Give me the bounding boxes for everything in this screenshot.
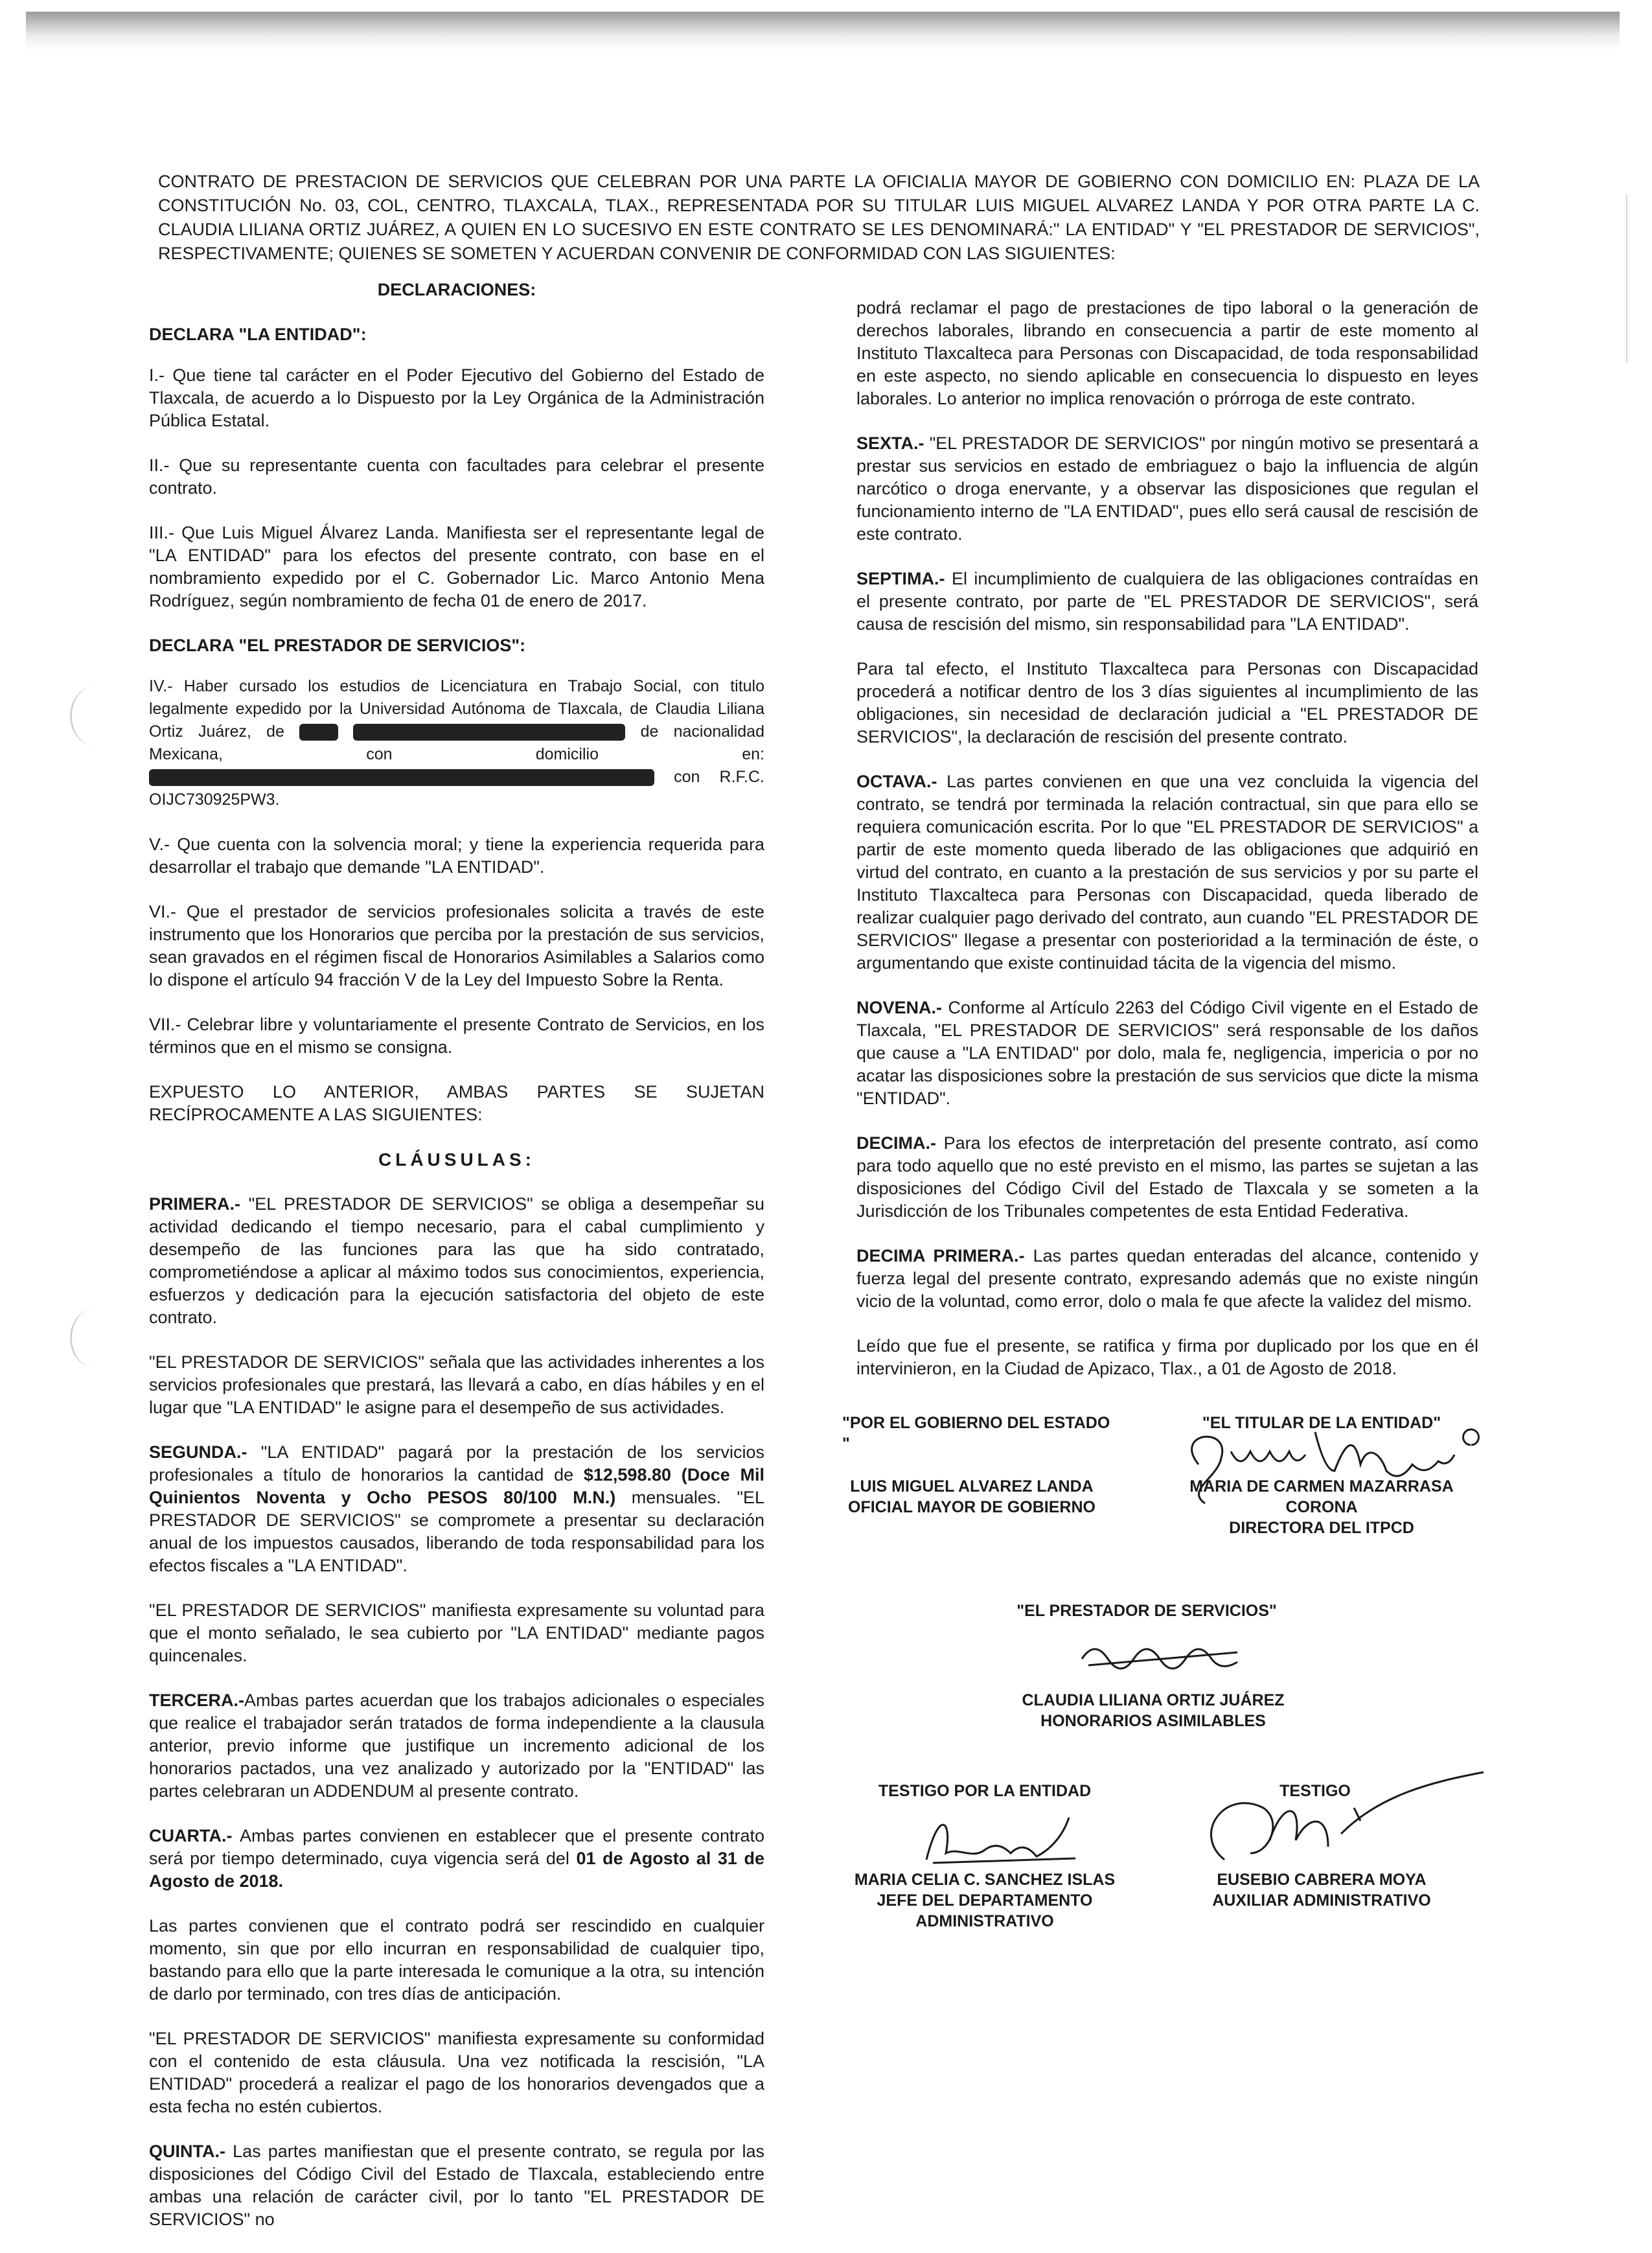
right-column (856, 297, 1478, 1402)
contract-intro: CONTRATO DE PRESTACION DE SERVICIOS QUE CELEBRAN POR UNA PARTE LA OFICIALIA MAYOR DE GOBIERNO CON DOMICILIO EN: PLAZA DE LA CONSTITUCIÓN No. 03, COL, CENTRO, TLAXCALA, TLAX., REPRESENTADA POR SU TITULAR LUIS MIGUEL ALVAREZ LANDA Y POR OTRA PARTE LA C. CLAUDIA LILIANA ORTIZ JUÁREZ, A QUIEN EN LO SUCESIVO EN ESTE CONTRATO SE LES DENOMINARÁ:" LA ENTIDAD" Y "EL PRESTADOR DE SERVICIOS", RESPECTIVAMENTE; QUIENES SE SOMETEN Y ACUERDAN CONVENIR DE CONFORMIDAD CON LAS SIGUIENTES: (158, 172, 1480, 263)
clause-quinta (149, 2140, 764, 2231)
testigo-entidad-signature-drawing (907, 1801, 1088, 1873)
declaration-v: V.- Que cuenta con la solvencia moral; y tiene la experiencia requerida para desarrollar el trabajo que demande "LA ENTIDAD". (149, 835, 764, 877)
signer-role: HONORARIOS ASIMILABLES (1040, 1712, 1266, 1730)
clause-label: PRIMERA.- (149, 1194, 240, 1214)
clause-label: SEPTIMA.- (856, 569, 945, 588)
closing-paragraph: Leído que fue el presente, se ratifica y firma por duplicado por los que en él intervinieron, en la Ciudad de Apizaco, Tlax., a 01 de Agosto de 2018. (856, 1336, 1478, 1378)
signer-name: LUIS MIGUEL ALVAREZ LANDA (850, 1477, 1094, 1496)
declaration-ii: II.- Que su representante cuenta con facultades para celebrar el presente contrato. (149, 456, 764, 498)
declaration-i: I.- Que tiene tal carácter en el Poder Ejecutivo del Gobierno del Estado de Tlaxcala, de acuerdo a lo Dispuesto por la Ley Orgánica de la Administración Pública Estatal. (149, 365, 764, 430)
declaration-iv-text-b: de nacionalidad Mexicana, con domicilio en: (149, 722, 764, 763)
clause-label: DECIMA.- (856, 1133, 936, 1153)
clause-text: Ambas partes convienen en establecer que el presente contrato será por tiempo determinado, cuya vigencia será del (149, 1826, 764, 1868)
clause-primera (149, 1193, 764, 1329)
signer-name: MARIA DE CARMEN MAZARRASA (1189, 1477, 1454, 1496)
payment-amount: $12,598.80 (Doce Mil Quinientos Noventa y Ocho PESOS 80/100 M.N.) (149, 1465, 764, 1507)
clause-text: Para los efectos de interpretación del presente contrato, así como para todo aquello que no esté previsto en el mismo, las partes se sujetan a las disposiciones del Código Civil del Estado de Tlaxcala y se someten a la Jurisdicción de los Tribunales competentes de esta Entidad Federativa. (856, 1133, 1478, 1221)
clause-label: OCTAVA.- (856, 772, 937, 791)
signature-block-testigo-name (1186, 1869, 1458, 1911)
clause-cuarta (149, 1825, 764, 1893)
signature-heading: TESTIGO POR LA ENTIDAD (878, 1782, 1092, 1800)
declaration-iv (149, 675, 764, 811)
signature-heading: TESTIGO (1279, 1782, 1351, 1800)
declara-prestador-heading: DECLARA "EL PRESTADOR DE SERVICIOS": (149, 636, 526, 655)
clause-text: mensuales. "EL PRESTADOR DE SERVICIOS" se compromete a presentar su declaración anual de los impuestos causados, liberando de toda responsabilidad para los efectos fiscales a "LA ENTIDAD". (149, 1488, 765, 1575)
signer-role: JEFE DEL DEPARTAMENTO (877, 1891, 1093, 1910)
clause-text: Las partes manifiestan que el presente contrato, se regula por las disposiciones del Código Civil del Estado de Tlaxcala, estableciendo entre ambas una relación de carácter civil, por lo tanto "EL PRESTADOR DE SERVICIOS" no (149, 2142, 764, 2229)
clause-novena (856, 997, 1478, 1110)
clause-label: SEGUNDA.- (149, 1442, 247, 1462)
clause-text: Conforme al Artículo 2263 del Código Civil vigente en el Estado de Tlaxcala, "EL PRESTADOR DE SERVICIOS" será responsable de los daños que cause a "LA ENTIDAD" por dolo, mala fe, negligencia, impericia o por no acatar las disposiciones sobre la prestación de sus servicios que dicte la misma "ENTIDAD". (856, 998, 1478, 1108)
left-column (149, 279, 764, 2253)
signature-block-gobierno-name (836, 1476, 1108, 1518)
signer-name: CLAUDIA LILIANA ORTIZ JUÁREZ (1022, 1691, 1285, 1709)
redaction-mark (353, 724, 625, 741)
clause-segunda (149, 1441, 764, 1577)
declaration-iv-text-a: IV.- Haber cursado los estudios de Licenciatura en Trabajo Social, con titulo legalmente expedido por la Universidad Autónoma de Tlaxcala, de Claudia Liliana Ortiz Juárez, de (149, 677, 764, 741)
clause-cuarta-b: Las partes convienen que el contrato podrá ser rescindido en cualquier momento, sin que por ello incurran en responsabilidad de cualquier tipo, bastando para ello que la parte interesada le comunique a la otra, su intención de darlo por terminado, con tres días de anticipación. (149, 1916, 764, 2004)
signer-name: MARIA CELIA C. SANCHEZ ISLAS (854, 1871, 1116, 1889)
clause-cuarta-c: "EL PRESTADOR DE SERVICIOS" manifiesta expresamente su conformidad con el contenido de esta cláusula. Una vez notificada la rescisión, "LA ENTIDAD" procederá a realizar el pago de los honorarios devengados que a esta fecha no estén cubiertos. (149, 2029, 764, 2116)
signature-block-prestador-name (991, 1690, 1315, 1731)
redaction-mark (149, 769, 654, 786)
clause-septima-b: Para tal efecto, el Instituto Tlaxcalteca para Personas con Discapacidad procederá a notificar dentro de los 3 días siguientes al incumplimiento de las obligaciones, sin necesidad de declaración judicial a "EL PRESTADOR DE SERVICIOS", la declaración de rescisión del presente contrato. (856, 659, 1478, 746)
clause-label: DECIMA PRIMERA.- (856, 1246, 1025, 1265)
punch-hole-mark (70, 687, 117, 745)
clause-label: TERCERA.- (149, 1691, 244, 1710)
signer-role: AUXILIAR ADMINISTRATIVO (1212, 1891, 1431, 1910)
signature-block-titular-name (1166, 1476, 1477, 1538)
punch-hole-mark (70, 1309, 117, 1367)
clause-label: CUARTA.- (149, 1826, 233, 1845)
declaraciones-title: DECLARACIONES: (377, 280, 536, 299)
clause-label: SEXTA.- (856, 433, 924, 453)
testigo-signature-drawing (1186, 1769, 1497, 1873)
declaration-iii: III.- Que Luis Miguel Álvarez Landa. Manifiesta ser el representante legal de "LA ENTIDAD" para los efectos del presente contrato, con base en el nombramiento expedido por el C. Gobernador Lic. Marco Antonio Mena Rodríguez, según nombramiento de fecha 01 de enero de 2017. (149, 523, 764, 610)
validity-dates: 01 de Agosto al 31 de Agosto de 2018. (149, 1849, 764, 1891)
clausulas-title: CLÁUSULAS: (378, 1150, 535, 1170)
prestador-signature-drawing (1069, 1626, 1263, 1685)
clause-primera-b: "EL PRESTADOR DE SERVICIOS" señala que las actividades inherentes a los servicios profesionales que prestará, las llevará a cabo, en días hábiles y en el lugar que "LA ENTIDAD" le asigne para el desempeño de sus actividades. (149, 1352, 764, 1417)
declara-entidad-heading: DECLARA "LA ENTIDAD": (149, 325, 367, 344)
clause-decima (856, 1132, 1478, 1223)
declaration-iv-text-c: con R.F.C. OIJC730925PW3. (149, 768, 764, 809)
declaration-vii: VII.- Celebrar libre y voluntariamente el presente Contrato de Servicios, en los términos que en el mismo se consigna. (149, 1015, 764, 1057)
clause-text: "EL PRESTADOR DE SERVICIOS" por ningún motivo se presentará a prestar sus servicios en estado de embriaguez o bajo la influencia de algún narcótico o droga enervante, y a observar las disposiciones que regulan el funcionamiento interno de "LA ENTIDAD", pues ello será causal de rescisión de este contrato. (856, 433, 1478, 544)
signature-heading: "EL PRESTADOR DE SERVICIOS" (1016, 1602, 1277, 1620)
clause-text: Ambas partes acuerdan que los trabajos adicionales o especiales que realice el trabajador serán tratados de forma independiente a la clausula anterior, previo informe que justifique un incremento adicional de los honorarios pactados, una vez analizado y autorizado por la "ENTIDAD" las partes celebraran un ADDENDUM al presente contrato. (149, 1691, 764, 1801)
signature-block-testigo-entidad-name (842, 1869, 1127, 1932)
clause-tercera (149, 1689, 764, 1803)
clause-text: Las partes convienen en que una vez concluida la vigencia del contrato, se tendrá por terminada la relación contractual, sin que para ello se requiera comunicación escrita. Por lo que "EL PRESTADOR DE SERVICIOS" a partir de este momento queda liberado de las obligaciones que adquirió en virtud del contrato, en cuanto a la prestación de sus servicios y por su parte el Instituto Tlaxcalteca para Personas con Discapacidad, queda liberado de realizar cualquier pago derivado del contrato, aun cuando "EL PRESTADOR DE SERVICIOS" llegase a presentar con posterioridad a la terminación de éste, o argumentando que existe continuidad tácita de la vigencia del mismo. (856, 772, 1478, 973)
clause-septima (856, 568, 1478, 636)
signature-heading: "POR EL GOBIERNO DEL ESTADO " (842, 1414, 1110, 1453)
clause-text: "LA ENTIDAD" pagará por la prestación de los servicios profesionales a título de honorarios la cantidad de (149, 1442, 764, 1485)
signer-name: CORONA (1285, 1498, 1358, 1516)
signature-block-testigo-entidad (862, 1781, 1108, 1801)
clause-sexta (856, 432, 1478, 546)
clause-quinta-continued: podrá reclamar el pago de prestaciones de tipo laboral o la generación de derechos laborales, librando en consecuencia a partir de este momento al Instituto Tlaxcalteca para Personas con Discapacidad, de toda responsabilidad en este aspecto, no siendo aplicable en consecuencia lo dispuesto en leyes laborales. Lo anterior no implica renovación o prórroga de este contrato. (856, 298, 1478, 408)
signature-block-gobierno (842, 1413, 1114, 1454)
scan-top-band (26, 12, 1620, 51)
clause-text: El incumplimiento de cualquiera de las obligaciones contraídas en el presente contrato, por parte de "EL PRESTADOR DE SERVICIOS", será causa de rescisión del mismo, sin responsabilidad para "LA ENTIDAD". (856, 569, 1478, 634)
signature-block-prestador (998, 1600, 1296, 1621)
clause-octava (856, 770, 1478, 975)
clause-text: Las partes quedan enteradas del alcance, contenido y fuerza legal del presente contrato, expresando además que no existe ningún vicio de la voluntad, como error, dolo o mala fe que afecte la validez del mismo. (856, 1246, 1478, 1311)
signer-name: EUSEBIO CABRERA MOYA (1217, 1871, 1427, 1889)
signature-heading: "EL TITULAR DE LA ENTIDAD" (1202, 1414, 1441, 1432)
signer-role: ADMINISTRATIVO (915, 1912, 1054, 1930)
clause-decima-primera (856, 1245, 1478, 1313)
clause-label: QUINTA.- (149, 2142, 225, 2161)
scan-edge-mark (1626, 194, 1627, 363)
clause-label: NOVENA.- (856, 998, 943, 1017)
signer-role: DIRECTORA DEL ITPCD (1229, 1519, 1414, 1537)
clause-text: "EL PRESTADOR DE SERVICIOS" se obliga a desempeñar su actividad dedicando el tiempo necesario, para el cabal cumplimiento y desempeño de las funciones para las que ha sido contratado, comprometiéndose a aplicar al máximo todos sus conocimientos, experiencia, esfuerzos y dedicación para la ejecución satisfactoria del objeto de este contrato. (149, 1194, 764, 1327)
clause-segunda-c: "EL PRESTADOR DE SERVICIOS" manifiesta expresamente su voluntad para que el monto señalado, le sea cubierto por "LA ENTIDAD" mediante pagos quincenales. (149, 1600, 764, 1665)
declaration-vi: VI.- Que el prestador de servicios profesionales solicita a través de este instrumento que los Honorarios que perciba por la prestación de sus servicios, sean gravados en el régimen fiscal de Honorarios Asimilables a Salarios como lo dispone el artículo 94 fracción V de la Ley del Impuesto Sobre la Renta. (149, 902, 764, 989)
expuesto-paragraph: EXPUESTO LO ANTERIOR, AMBAS PARTES SE SUJETAN RECÍPROCAMENTE A LAS SIGUIENTES: (149, 1082, 764, 1124)
signer-role: OFICIAL MAYOR DE GOBIERNO (848, 1498, 1096, 1516)
redaction-mark (299, 724, 338, 741)
